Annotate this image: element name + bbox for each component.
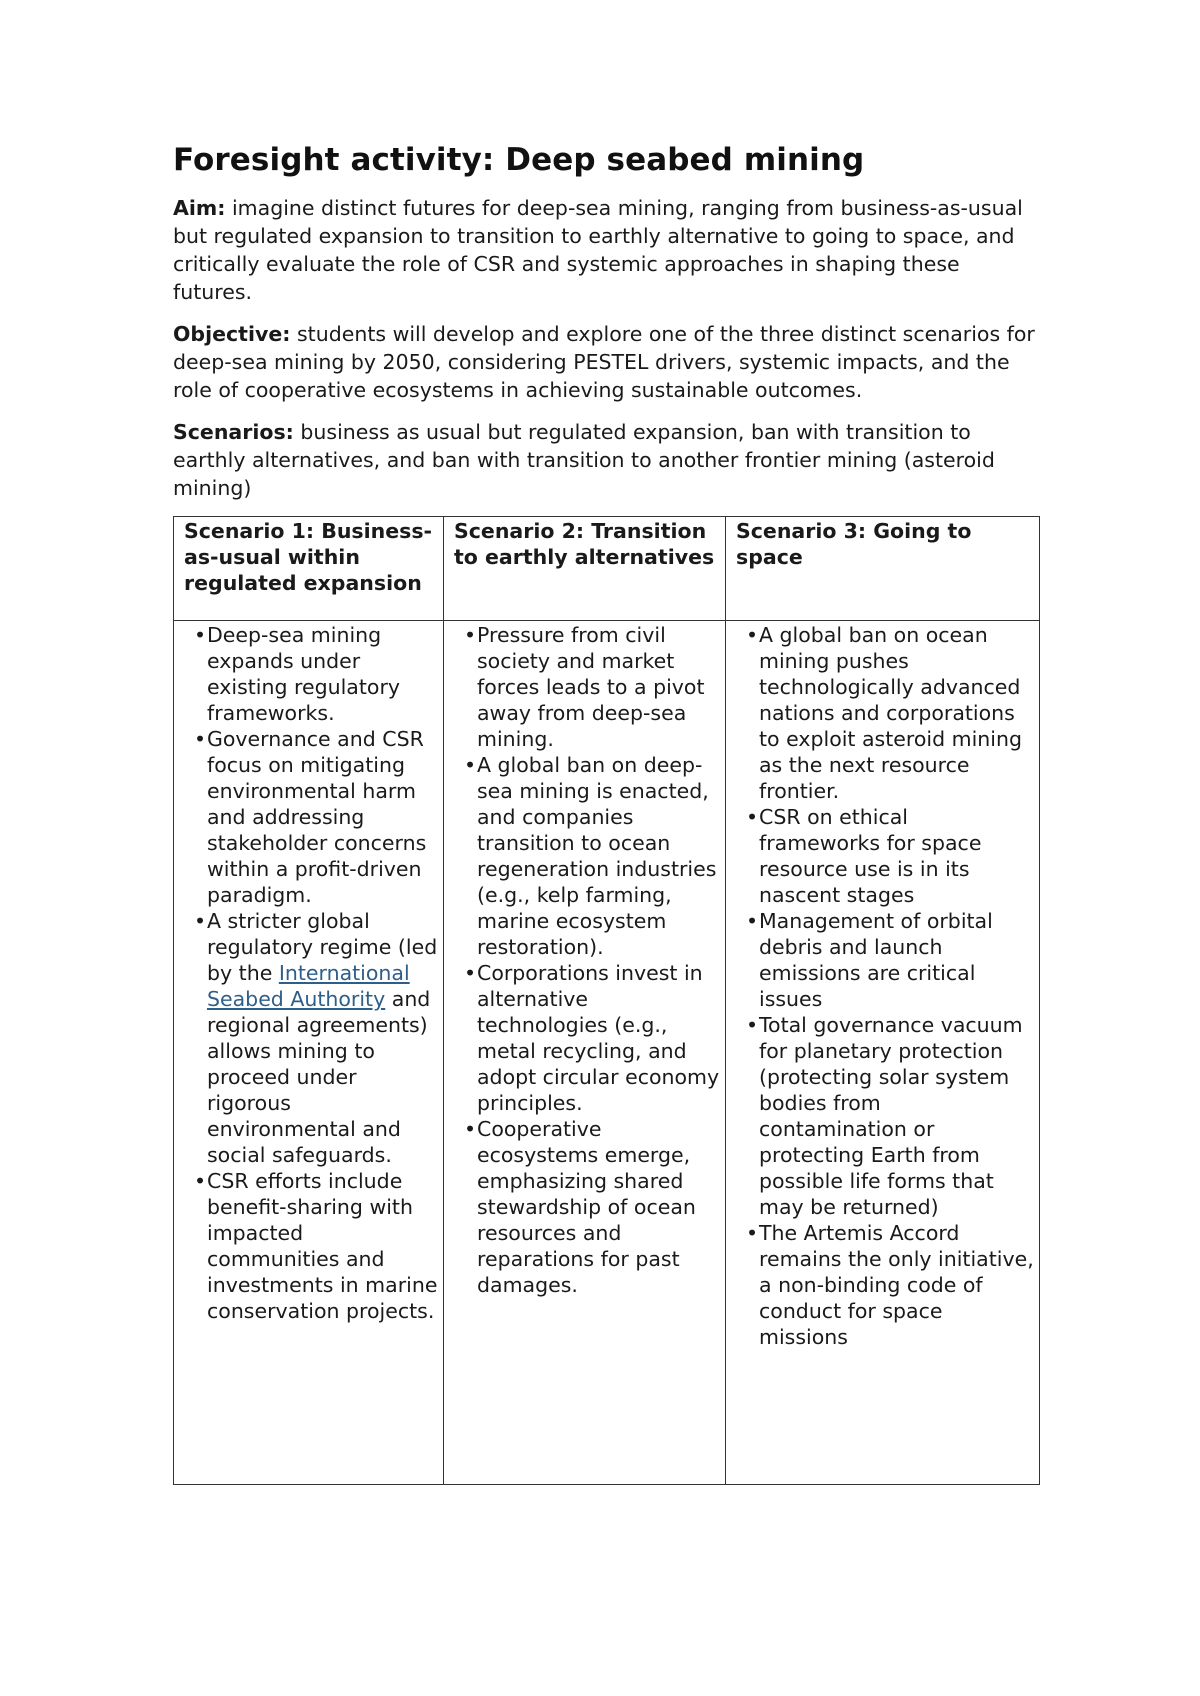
list-item: • Deep-sea mining expands under existing regulatory frameworks. bbox=[194, 623, 401, 725]
bullet-icon: • bbox=[194, 623, 207, 647]
scenario-1-bullets bbox=[182, 622, 439, 1324]
scenario-2-bullets bbox=[452, 622, 721, 1298]
objective-paragraph bbox=[173, 320, 1039, 404]
document-title: Foresight activity: Deep seabed mining bbox=[173, 142, 865, 178]
aim-paragraph bbox=[173, 194, 1039, 306]
bullet-icon: • bbox=[194, 727, 207, 751]
bullet-icon: • bbox=[464, 623, 477, 647]
bullet-icon: • bbox=[746, 1221, 759, 1245]
bullet-icon: • bbox=[746, 623, 759, 647]
aim-text: imagine distinct futures for deep-sea mining, ranging from business-as-usual but regulated expansion to transition to earthly alternative to going to space, and critically evaluate the role of CSR and systemic approaches in shaping these futures. bbox=[173, 196, 1023, 304]
scenario-1-header: Scenario 1: Business-as-usual within regulated expansion bbox=[174, 517, 444, 621]
objective-label: Objective: bbox=[173, 322, 291, 346]
scenario-3-bullets bbox=[734, 622, 1035, 1350]
scenarios-text: business as usual but regulated expansion, ban with transition to earthly alternatives, and ban with transition to another frontier mining (asteroid mining) bbox=[173, 420, 995, 500]
document-page bbox=[173, 140, 1039, 1485]
list-item: • Cooperative ecosystems emerge, emphasizing shared stewardship of ocean resources and reparations for past damages. bbox=[464, 1117, 696, 1297]
list-item: • A stricter global regulatory regime (led by the International Seabed Authority and regional agreements) allows mining to proceed under rigorous environmental and social safeguards. bbox=[194, 909, 438, 1167]
aim-label: Aim: bbox=[173, 196, 226, 220]
bullet-icon: • bbox=[464, 1117, 477, 1141]
list-item: • Management of orbital debris and launch emissions are critical issues bbox=[746, 909, 993, 1011]
bullet-icon: • bbox=[464, 753, 477, 777]
list-item: • A global ban on ocean mining pushes technologically advanced nations and corporations to exploit asteroid mining as the next resource frontier. bbox=[746, 623, 1022, 803]
scenario-2-header: Scenario 2: Transition to earthly alternatives bbox=[444, 517, 726, 621]
scenario-3-header: Scenario 3: Going to space bbox=[726, 517, 1040, 621]
scenarios-label: Scenarios: bbox=[173, 420, 294, 444]
bullet-icon: • bbox=[194, 909, 207, 933]
list-item: • Corporations invest in alternative technologies (e.g., metal recycling, and adopt circular economy principles. bbox=[464, 961, 720, 1115]
scenarios-paragraph bbox=[173, 418, 1039, 502]
list-item: • A global ban on deep-sea mining is enacted, and companies transition to ocean regeneration industries (e.g., kelp farming, marine ecosystem restoration). bbox=[464, 753, 717, 959]
table-row bbox=[174, 621, 1040, 1485]
list-item: • Pressure from civil society and market forces leads to a pivot away from deep-sea mining. bbox=[464, 623, 705, 751]
bullet-icon: • bbox=[464, 961, 477, 985]
objective-text: students will develop and explore one of the three distinct scenarios for deep-sea mining by 2050, considering PESTEL drivers, systemic impacts, and the role of cooperative ecosystems in achieving sustainable outcomes. bbox=[173, 322, 1035, 402]
scenario-2-cell bbox=[444, 621, 726, 1485]
bullet-icon: • bbox=[194, 1169, 207, 1193]
list-item: • CSR efforts include benefit-sharing with impacted communities and investments in marine conservation projects. bbox=[194, 1169, 438, 1323]
list-item: • CSR on ethical frameworks for space resource use is in its nascent stages bbox=[746, 805, 982, 907]
scenarios-table bbox=[173, 516, 1040, 1485]
list-item: • The Artemis Accord remains the only initiative, a non-binding code of conduct for space missions bbox=[746, 1221, 1034, 1349]
bullet-icon: • bbox=[746, 1013, 759, 1037]
bullet-icon: • bbox=[746, 909, 759, 933]
bullet-icon: • bbox=[746, 805, 759, 829]
isa-link[interactable]: International Seabed Authority bbox=[207, 961, 410, 1011]
scenario-1-cell bbox=[174, 621, 444, 1485]
list-item: • Governance and CSR focus on mitigating environmental harm and addressing stakeholder concerns within a profit-driven paradigm. bbox=[194, 727, 427, 907]
table-header-row bbox=[174, 517, 1040, 621]
list-item: • Total governance vacuum for planetary protection (protecting solar system bodies from contamination or protecting Earth from possible life forms that may be returned) bbox=[746, 1013, 1023, 1219]
scenario-3-cell bbox=[726, 621, 1040, 1485]
